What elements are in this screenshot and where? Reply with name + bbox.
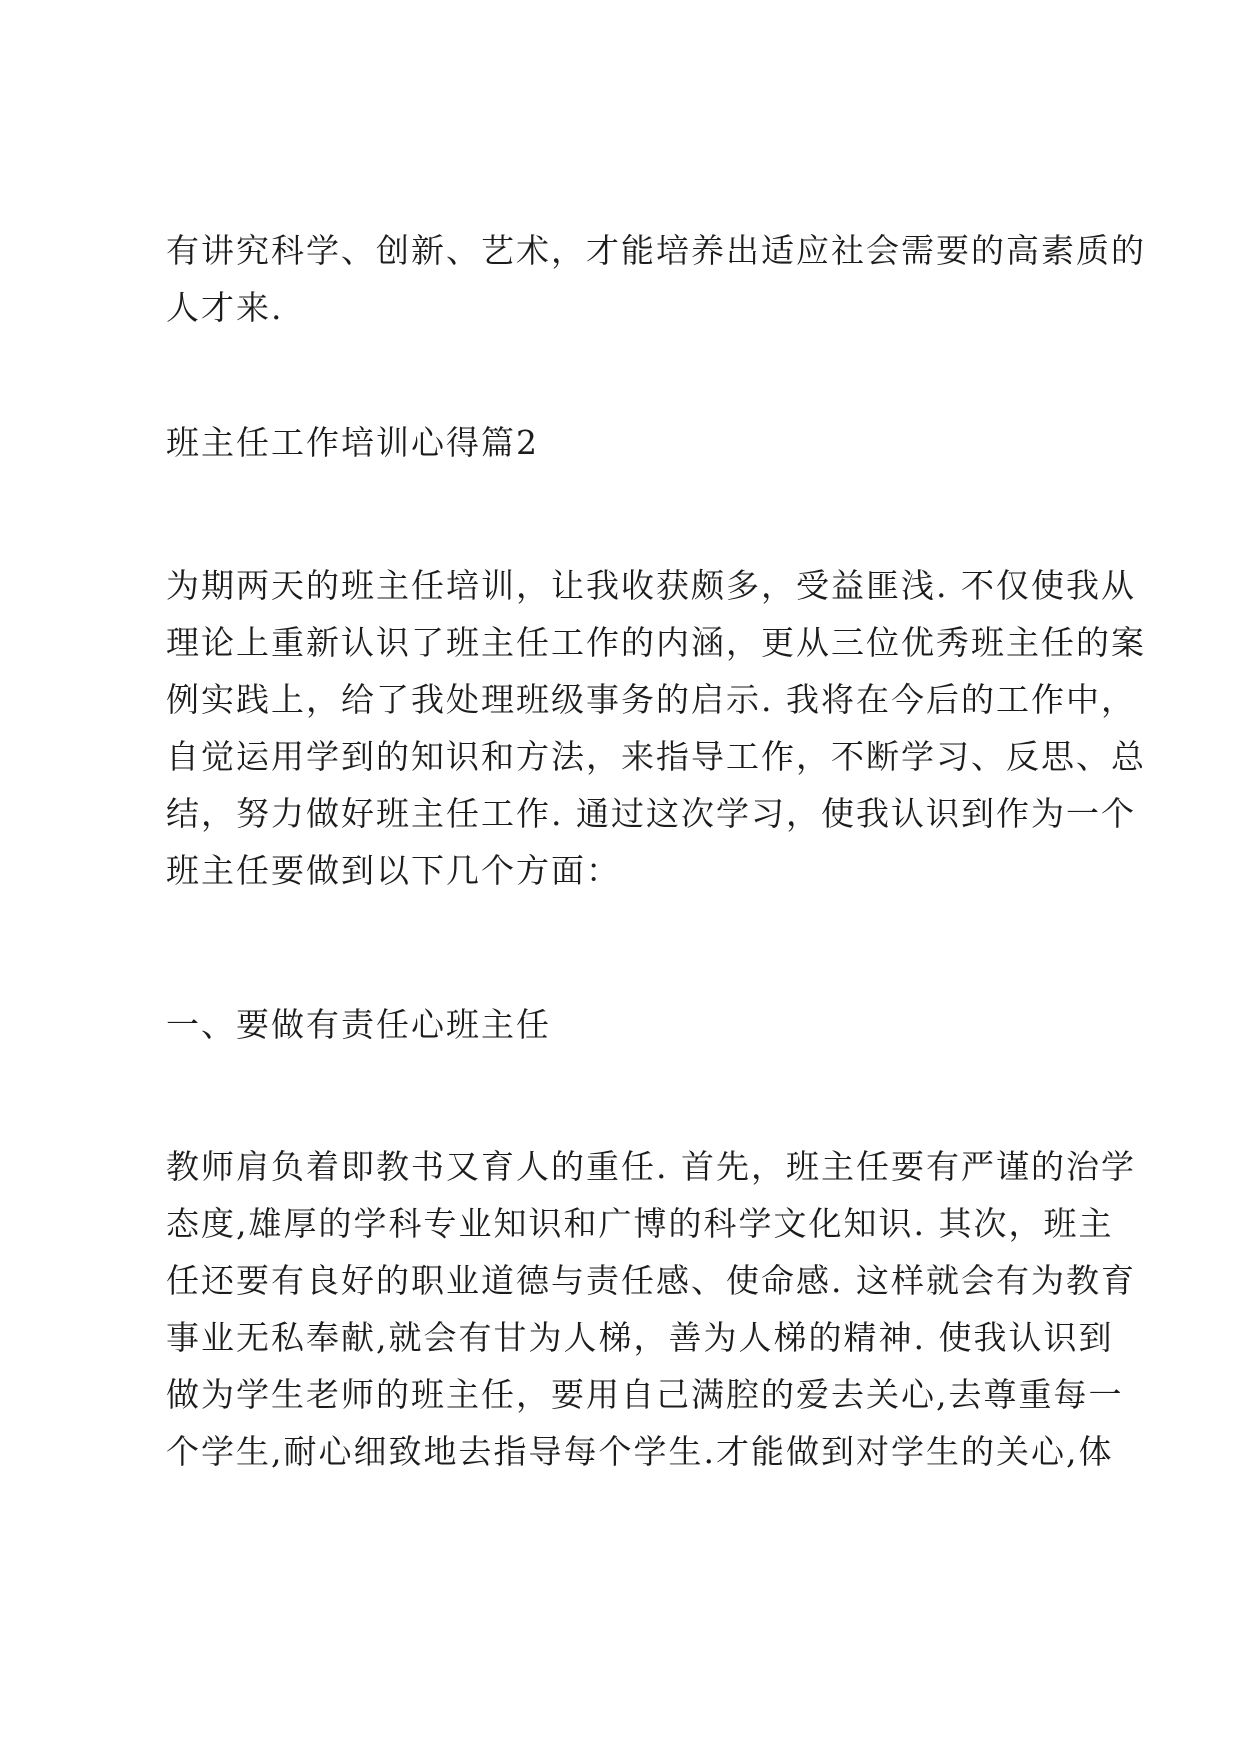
paragraph-line: 人才来.: [166, 288, 284, 327]
section-heading-responsibility: [166, 996, 1096, 1053]
paragraph-line: 个学生,耐心细致地去指导每个学生.才能做到对学生的关心,体: [166, 1432, 1114, 1471]
paragraph-line: 事业无私奉献,就会有甘为人梯，善为人梯的精神. 使我认识到: [166, 1318, 1114, 1357]
paragraph-line: 班主任要做到以下几个方面：: [166, 851, 621, 890]
paragraph-line: 例实践上，给了我处理班级事务的启示. 我将在今后的工作中，: [166, 680, 1136, 719]
paragraph-2: [166, 557, 1146, 899]
paragraph-line: 任还要有良好的职业道德与责任感、使命感. 这样就会有为教育: [166, 1261, 1136, 1300]
paragraph-line: 态度,雄厚的学科专业知识和广博的科学文化知识. 其次，班主: [166, 1204, 1114, 1243]
paragraph-line: 有讲究科学、创新、艺术，才能培养出适应社会需要的高素质的: [166, 231, 1146, 270]
section-heading-article-2: [166, 414, 1096, 471]
paragraph-line: 结，努力做好班主任工作. 通过这次学习，使我认识到作为一个: [166, 794, 1136, 833]
paragraph-3: [166, 1138, 1136, 1480]
heading-text: 班主任工作培训心得篇2: [166, 423, 539, 462]
paragraph-1: [166, 222, 1146, 336]
heading-text: 一、要做有责任心班主任: [166, 1005, 551, 1044]
paragraph-line: 做为学生老师的班主任，要用自己满腔的爱去关心,去尊重每一: [166, 1375, 1124, 1414]
paragraph-line: 自觉运用学到的知识和方法，来指导工作，不断学习、反思、总: [166, 737, 1146, 776]
paragraph-line: 理论上重新认识了班主任工作的内涵，更从三位优秀班主任的案: [166, 623, 1146, 662]
paragraph-line: 为期两天的班主任培训，让我收获颇多，受益匪浅. 不仅使我从: [166, 566, 1136, 605]
paragraph-line: 教师肩负着即教书又育人的重任. 首先，班主任要有严谨的治学: [166, 1147, 1136, 1186]
